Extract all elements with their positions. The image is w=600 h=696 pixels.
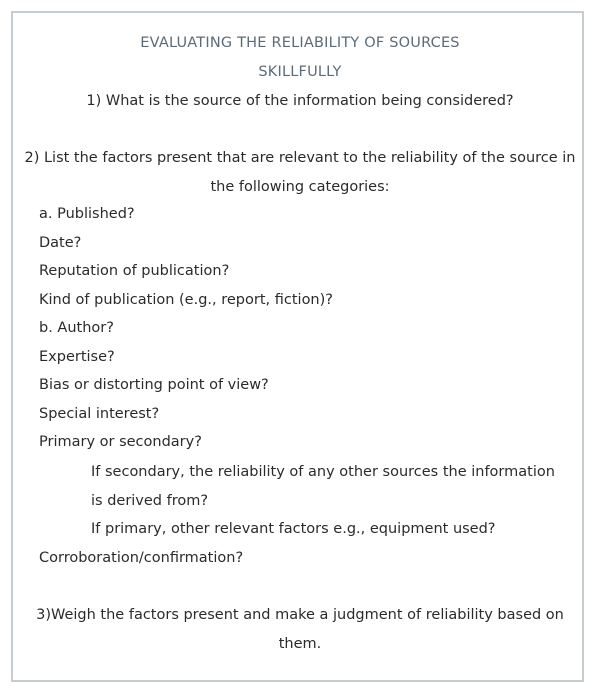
page-title-line-1: EVALUATING THE RELIABILITY OF SOURCES [140, 35, 460, 51]
factor-special-interest: Special interest? [39, 406, 160, 422]
factor-author: b. Author? [39, 320, 114, 336]
factor-primary-or-secondary: Primary or secondary? [39, 434, 202, 450]
factor-published: a. Published? [39, 206, 135, 222]
step-2-instruction: 2) List the factors present that are relevant to the reliability of the source in the following categories: [24, 150, 576, 195]
factor-reputation: Reputation of publication? [39, 263, 230, 279]
factor-bias: Bias or distorting point of view? [39, 377, 269, 393]
page-title-line-2: SKILLFULLY [258, 64, 342, 80]
factor-date: Date? [39, 235, 82, 251]
factor-corroboration: Corroboration/confirmation? [39, 550, 244, 566]
factor-expertise: Expertise? [39, 349, 115, 365]
factor-if-secondary: If secondary, the reliability of any other sources the information is derived from? [91, 464, 555, 509]
factor-kind-of-publication: Kind of publication (e.g., report, fiction)? [39, 292, 333, 308]
step-3-instruction: 3)Weigh the factors present and make a judgment of reliability based on them. [36, 607, 564, 652]
step-1-question: 1) What is the source of the information being considered? [86, 93, 514, 109]
factor-if-primary: If primary, other relevant factors e.g., equipment used? [91, 521, 496, 537]
